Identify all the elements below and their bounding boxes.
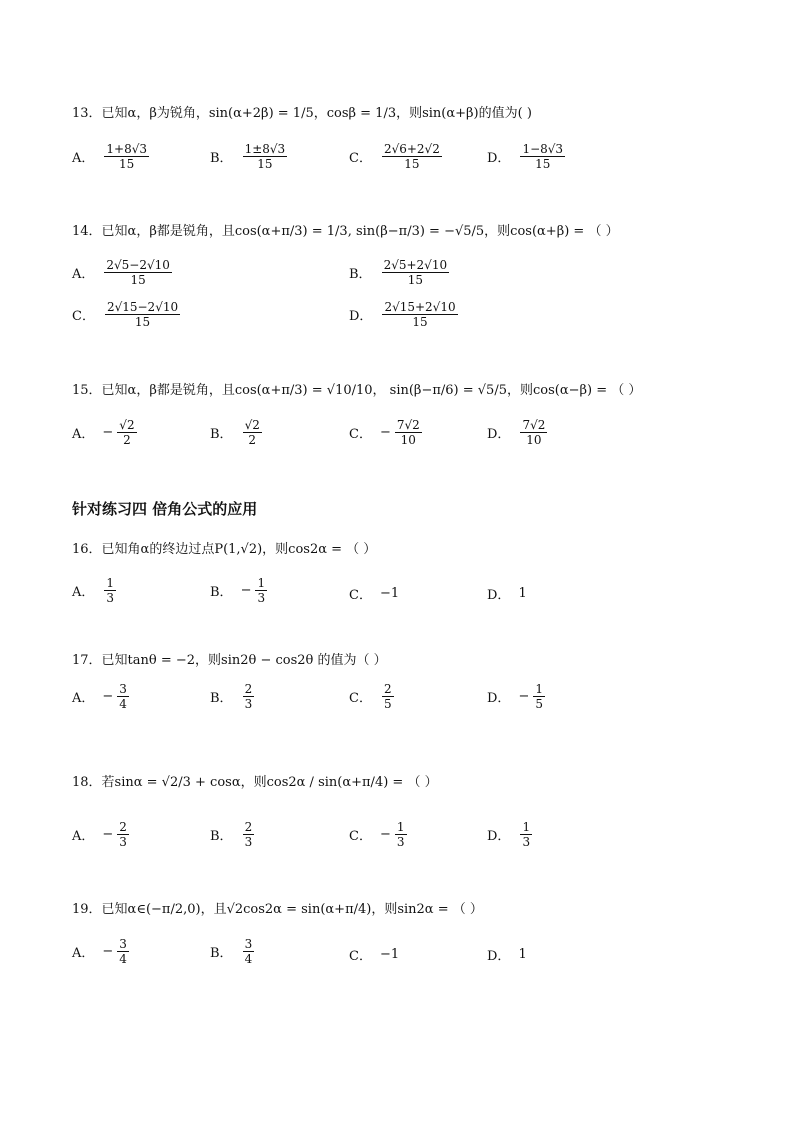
question-stem: 16．已知角α的终边过点P(1,√2)，则cos2α = （ ）	[72, 542, 377, 557]
option-c[interactable]: C． $\frac{2√6+2√2}{15}$	[349, 142, 440, 171]
section-heading: 针对练习四 倍角公式的应用	[72, 500, 258, 518]
options-13	[72, 142, 754, 182]
options-14-row2	[72, 300, 754, 340]
option-a[interactable]: A． − $\frac{3}{4}$	[72, 937, 127, 966]
option-b[interactable]: B． $\frac{√2}{2}$	[210, 418, 260, 447]
option-d[interactable]: D． $\frac{1-8√3}{15}$	[487, 142, 564, 171]
option-a[interactable]: A． − $\frac{2}{3}$	[72, 820, 127, 849]
option-c[interactable]: C． −1	[349, 947, 400, 964]
option-d[interactable]: D． $\frac{7√2}{10}$	[487, 418, 546, 447]
options-14-row1	[72, 258, 754, 298]
option-a[interactable]: A． $\frac{2√5-2√10}{15}$	[72, 258, 170, 287]
option-c[interactable]: C． −1	[349, 586, 400, 603]
question-stem: 15．已知α，β都是锐角，且cos(α+π/3) = √10/10， sin(β−π/6) = √5/5，则cos(α−β) = （ ）	[72, 383, 642, 398]
option-d[interactable]: D． $\frac{1}{3}$	[487, 820, 531, 849]
options-16	[72, 576, 754, 616]
question-stem: 19．已知α∈(−π/2,0)，且√2cos2α = sin(α+π/4)，则sin2α = （ ）	[72, 902, 483, 917]
option-b[interactable]: B． − $\frac{1}{3}$	[210, 576, 266, 605]
option-d[interactable]: D． − $\frac{1}{5}$	[487, 682, 543, 711]
question-stem: 17．已知tanθ = −2，则sin2θ − cos2θ 的值为（ ）	[72, 653, 387, 668]
option-c[interactable]: C． $\frac{2}{5}$	[349, 682, 392, 711]
option-a[interactable]: A． $\frac{1}{3}$	[72, 576, 115, 605]
option-c[interactable]: C． − $\frac{7√2}{10}$	[349, 418, 420, 447]
option-a[interactable]: A． $\frac{1+8√3}{15}$	[72, 142, 147, 171]
option-c[interactable]: C． $\frac{2√15-2√10}{15}$	[72, 300, 179, 329]
options-17	[72, 682, 754, 722]
option-a[interactable]: A． − $\frac{3}{4}$	[72, 682, 127, 711]
question-stem: 18．若sinα = √2/3 + cosα，则cos2α / sin(α+π/4) = （ ）	[72, 775, 438, 790]
question-stem: 14．已知α，β都是锐角，且cos(α+π/3) = 1/3, sin(β−π/3) = −√5/5，则cos(α+β) = （ ）	[72, 224, 619, 239]
option-d[interactable]: D． $\frac{2√15+2√10}{15}$	[349, 300, 456, 329]
option-b[interactable]: B． $\frac{2}{3}$	[210, 820, 253, 849]
option-d[interactable]: D． 1	[487, 586, 527, 603]
options-15	[72, 418, 754, 458]
option-b[interactable]: B． $\frac{1\pm 8√3}{15}$	[210, 142, 286, 171]
option-b[interactable]: B． $\frac{2√5+2√10}{15}$	[349, 258, 448, 287]
option-d[interactable]: D． 1	[487, 947, 527, 964]
option-b[interactable]: B． $\frac{2}{3}$	[210, 682, 253, 711]
options-18	[72, 820, 754, 860]
option-c[interactable]: C． − $\frac{1}{3}$	[349, 820, 405, 849]
option-a[interactable]: A． − $\frac{√2}{2}$	[72, 418, 135, 447]
option-b[interactable]: B． $\frac{3}{4}$	[210, 937, 253, 966]
question-stem: 13．已知α，β为锐角，sin(α+2β) = 1/5，cosβ = 1/3，则sin(α+β)的值为( )	[72, 106, 532, 121]
options-19	[72, 937, 754, 977]
